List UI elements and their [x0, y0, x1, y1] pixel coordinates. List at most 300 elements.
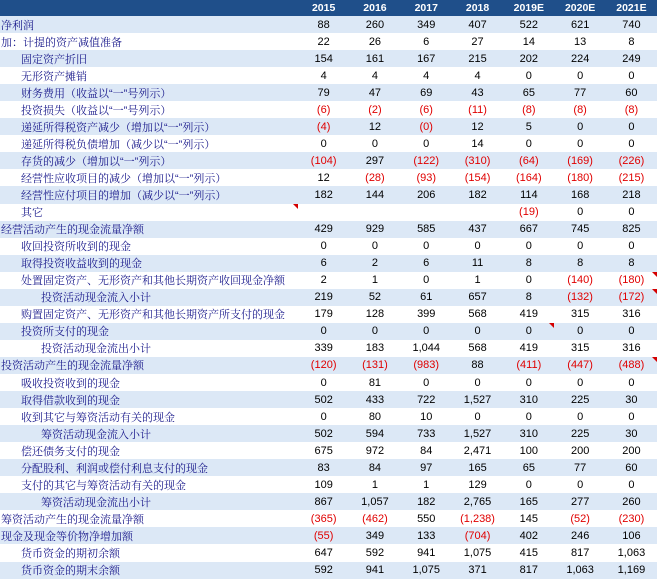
value-cell: 4: [452, 67, 503, 84]
value-cell: 0: [298, 135, 349, 152]
value-cell: 1,527: [452, 391, 503, 408]
value-cell: 168: [554, 186, 605, 203]
table-row: [0, 357, 657, 374]
table-row: [0, 391, 657, 408]
value-cell: 80: [349, 408, 400, 425]
value-cell: (64): [503, 152, 554, 169]
value-cell: (93): [401, 169, 452, 186]
value-cell: 0: [503, 323, 554, 340]
value-cell: 97: [401, 459, 452, 476]
row-label: 投资活动现金流入小计: [0, 289, 298, 306]
value-cell: 0: [452, 238, 503, 255]
value-cell: 429: [298, 221, 349, 238]
value-cell: 402: [503, 527, 554, 544]
table-row: [0, 374, 657, 391]
row-label: 财务费用（收益以“一”号列示）: [0, 84, 298, 101]
value-cell: 43: [452, 84, 503, 101]
value-cell: (226): [606, 152, 657, 169]
table-row: [0, 118, 657, 135]
value-cell: 0: [554, 323, 605, 340]
row-label: 筹资活动产生的现金流量净额: [0, 510, 298, 527]
value-cell: (8): [606, 101, 657, 118]
value-cell: 0: [554, 476, 605, 493]
row-label: 经营性应付项目的增加（减少以“一”列示）: [0, 186, 298, 203]
value-cell: 675: [298, 442, 349, 459]
value-cell: 84: [401, 442, 452, 459]
value-cell: 972: [349, 442, 400, 459]
table-row: [0, 408, 657, 425]
value-cell: 0: [452, 408, 503, 425]
value-cell: 10: [401, 408, 452, 425]
table-row: [0, 238, 657, 255]
value-cell: [401, 204, 452, 221]
value-cell: 349: [401, 16, 452, 33]
value-cell: 0: [554, 374, 605, 391]
row-label: 经营性应收项目的减少（增加以“一”列示）: [0, 169, 298, 186]
value-cell: 0: [606, 374, 657, 391]
value-cell: 88: [452, 357, 503, 374]
value-cell: (28): [349, 169, 400, 186]
value-cell: 0: [606, 204, 657, 221]
value-cell: 585: [401, 221, 452, 238]
value-cell: 77: [554, 84, 605, 101]
table-row: [0, 306, 657, 323]
value-cell: 817: [554, 544, 605, 561]
row-label: 递延所得税负债增加（减少以“一”列示）: [0, 135, 298, 152]
value-cell: 84: [349, 459, 400, 476]
year-header: 2021E: [606, 0, 657, 16]
value-cell: (52): [554, 510, 605, 527]
value-cell: 225: [554, 391, 605, 408]
value-cell: 1,075: [401, 562, 452, 579]
value-cell: 165: [452, 459, 503, 476]
row-label: 货币资金的期初余额: [0, 544, 298, 561]
row-label: 筹资活动现金流入小计: [0, 425, 298, 442]
value-cell: 88: [298, 16, 349, 33]
row-label: 无形资产摊销: [0, 67, 298, 84]
row-label: 吸收投资收到的现金: [0, 374, 298, 391]
value-cell: 550: [401, 510, 452, 527]
table-row: [0, 476, 657, 493]
table-row: [0, 255, 657, 272]
table-row: [0, 442, 657, 459]
value-cell: 0: [503, 135, 554, 152]
year-header: 2015: [298, 0, 349, 16]
row-label: 存货的减少（增加以“一”列示）: [0, 152, 298, 169]
value-cell: 0: [606, 476, 657, 493]
value-cell: 2: [298, 272, 349, 289]
table-row: [0, 527, 657, 544]
row-label: 筹资活动现金流出小计: [0, 493, 298, 510]
row-label: 支付的其它与筹资活动有关的现金: [0, 476, 298, 493]
value-cell: (8): [503, 101, 554, 118]
value-cell: 60: [606, 84, 657, 101]
value-cell: 12: [298, 169, 349, 186]
row-label: 分配股利、利润或偿付利息支付的现金: [0, 459, 298, 476]
value-cell: 260: [606, 493, 657, 510]
value-cell: 433: [349, 391, 400, 408]
value-cell: 0: [401, 135, 452, 152]
value-cell: (172): [606, 289, 657, 306]
value-cell: (365): [298, 510, 349, 527]
value-cell: 315: [554, 340, 605, 357]
value-cell: 568: [452, 306, 503, 323]
value-cell: 419: [503, 340, 554, 357]
value-cell: 817: [503, 562, 554, 579]
value-cell: 0: [554, 408, 605, 425]
table-row: [0, 186, 657, 203]
value-cell: 11: [452, 255, 503, 272]
value-cell: 941: [401, 544, 452, 561]
table-row: [0, 493, 657, 510]
table-row: [0, 152, 657, 169]
value-cell: 667: [503, 221, 554, 238]
value-cell: 30: [606, 391, 657, 408]
value-cell: 47: [349, 84, 400, 101]
table-row: [0, 459, 657, 476]
value-cell: (1,238): [452, 510, 503, 527]
table-row: [0, 544, 657, 561]
table-row: [0, 510, 657, 527]
table-row: [0, 101, 657, 118]
value-cell: 1: [401, 476, 452, 493]
value-cell: 225: [554, 425, 605, 442]
value-cell: 1: [349, 272, 400, 289]
value-cell: 0: [554, 135, 605, 152]
row-label: 购置固定资产、无形资产和其他长期资产所支付的现金: [0, 306, 298, 323]
value-cell: 129: [452, 476, 503, 493]
value-cell: 0: [606, 323, 657, 340]
value-cell: 592: [349, 544, 400, 561]
value-cell: 867: [298, 493, 349, 510]
value-cell: 315: [554, 306, 605, 323]
row-label: 货币资金的期末余额: [0, 562, 298, 579]
value-cell: 349: [349, 527, 400, 544]
value-cell: 0: [298, 323, 349, 340]
value-cell: 5: [503, 118, 554, 135]
value-cell: 437: [452, 221, 503, 238]
value-cell: (8): [554, 101, 605, 118]
value-cell: 0: [503, 238, 554, 255]
row-label: 取得借款收到的现金: [0, 391, 298, 408]
value-cell: (447): [554, 357, 605, 374]
value-cell: 0: [349, 135, 400, 152]
value-cell: 941: [349, 562, 400, 579]
value-cell: 316: [606, 306, 657, 323]
value-cell: 592: [298, 562, 349, 579]
value-cell: 722: [401, 391, 452, 408]
value-cell: (0): [401, 118, 452, 135]
value-cell: 161: [349, 50, 400, 67]
value-cell: [452, 204, 503, 221]
value-cell: 144: [349, 186, 400, 203]
value-cell: 522: [503, 16, 554, 33]
value-cell: 246: [554, 527, 605, 544]
value-cell: 825: [606, 221, 657, 238]
row-label: 投资活动产生的现金流量净额: [0, 357, 298, 374]
value-cell: (6): [298, 101, 349, 118]
value-cell: 399: [401, 306, 452, 323]
value-cell: 61: [401, 289, 452, 306]
value-cell: (310): [452, 152, 503, 169]
value-cell: (104): [298, 152, 349, 169]
table-row: [0, 33, 657, 50]
value-cell: 4: [349, 67, 400, 84]
value-cell: (488): [606, 357, 657, 374]
value-cell: (180): [606, 272, 657, 289]
value-cell: (55): [298, 527, 349, 544]
value-cell: 182: [452, 186, 503, 203]
value-cell: 249: [606, 50, 657, 67]
value-cell: 83: [298, 459, 349, 476]
value-cell: 0: [503, 272, 554, 289]
value-cell: 647: [298, 544, 349, 561]
value-cell: 621: [554, 16, 605, 33]
row-label: 固定资产折旧: [0, 50, 298, 67]
value-cell: 69: [401, 84, 452, 101]
value-cell: 77: [554, 459, 605, 476]
row-label: 加：计提的资产减值准备: [0, 33, 298, 50]
table-row: [0, 289, 657, 306]
value-cell: 0: [349, 238, 400, 255]
value-cell: (215): [606, 169, 657, 186]
year-header: 2017: [401, 0, 452, 16]
value-cell: 0: [554, 238, 605, 255]
value-cell: 0: [349, 323, 400, 340]
table-row: [0, 272, 657, 289]
value-cell: 114: [503, 186, 554, 203]
value-cell: (462): [349, 510, 400, 527]
value-cell: 0: [503, 408, 554, 425]
value-cell: 79: [298, 84, 349, 101]
value-cell: 215: [452, 50, 503, 67]
value-cell: 6: [401, 33, 452, 50]
value-cell: 6: [298, 255, 349, 272]
value-cell: 339: [298, 340, 349, 357]
row-label: 收到其它与筹资活动有关的现金: [0, 408, 298, 425]
value-cell: 2,471: [452, 442, 503, 459]
value-cell: 218: [606, 186, 657, 203]
row-label: 取得投资收益收到的现金: [0, 255, 298, 272]
value-cell: 52: [349, 289, 400, 306]
value-cell: 65: [503, 84, 554, 101]
value-cell: 0: [606, 238, 657, 255]
value-cell: 310: [503, 425, 554, 442]
value-cell: (154): [452, 169, 503, 186]
value-cell: 502: [298, 391, 349, 408]
table-header: [0, 0, 657, 16]
value-cell: 128: [349, 306, 400, 323]
value-cell: 100: [503, 442, 554, 459]
value-cell: [349, 204, 400, 221]
value-cell: 4: [298, 67, 349, 84]
value-cell: 109: [298, 476, 349, 493]
value-cell: 200: [554, 442, 605, 459]
value-cell: 0: [554, 118, 605, 135]
value-cell: 0: [401, 323, 452, 340]
value-cell: (164): [503, 169, 554, 186]
row-label: 投资所支付的现金: [0, 323, 298, 340]
value-cell: 1,527: [452, 425, 503, 442]
value-cell: 568: [452, 340, 503, 357]
row-label: 投资活动现金流出小计: [0, 340, 298, 357]
value-cell: [298, 204, 349, 221]
table-row: [0, 221, 657, 238]
year-header: 2016: [349, 0, 400, 16]
value-cell: 0: [298, 408, 349, 425]
row-label: 经营活动产生的现金流量净额: [0, 221, 298, 238]
value-cell: 219: [298, 289, 349, 306]
value-cell: 13: [554, 33, 605, 50]
value-cell: 1,044: [401, 340, 452, 357]
value-cell: 200: [606, 442, 657, 459]
value-cell: 145: [503, 510, 554, 527]
value-cell: 1: [349, 476, 400, 493]
value-cell: 27: [452, 33, 503, 50]
table-row: [0, 204, 657, 221]
row-label: 投资损失（收益以“一”号列示）: [0, 101, 298, 118]
value-cell: (120): [298, 357, 349, 374]
value-cell: (11): [452, 101, 503, 118]
value-cell: 407: [452, 16, 503, 33]
value-cell: 0: [452, 323, 503, 340]
value-cell: 745: [554, 221, 605, 238]
value-cell: 371: [452, 562, 503, 579]
value-cell: 60: [606, 459, 657, 476]
table-row: [0, 50, 657, 67]
value-cell: 183: [349, 340, 400, 357]
value-cell: 0: [503, 374, 554, 391]
value-cell: 0: [554, 204, 605, 221]
value-cell: 310: [503, 391, 554, 408]
value-cell: 182: [298, 186, 349, 203]
value-cell: 0: [503, 67, 554, 84]
value-cell: (4): [298, 118, 349, 135]
year-header: 2020E: [554, 0, 605, 16]
value-cell: 65: [503, 459, 554, 476]
header-row: [0, 0, 657, 16]
value-cell: (180): [554, 169, 605, 186]
value-cell: 594: [349, 425, 400, 442]
value-cell: 133: [401, 527, 452, 544]
value-cell: 0: [298, 374, 349, 391]
table-row: [0, 169, 657, 186]
value-cell: (140): [554, 272, 605, 289]
value-cell: (983): [401, 357, 452, 374]
value-cell: 1: [452, 272, 503, 289]
value-cell: (704): [452, 527, 503, 544]
row-label: 递延所得税资产减少（增加以“一”列示）: [0, 118, 298, 135]
value-cell: 260: [349, 16, 400, 33]
row-label: 净利润: [0, 16, 298, 33]
row-label: 处置固定资产、无形资产和其他长期资产收回现金净额: [0, 272, 298, 289]
value-cell: 0: [401, 374, 452, 391]
value-cell: 179: [298, 306, 349, 323]
value-cell: 154: [298, 50, 349, 67]
value-cell: 167: [401, 50, 452, 67]
value-cell: (169): [554, 152, 605, 169]
value-cell: 224: [554, 50, 605, 67]
table-row: [0, 562, 657, 579]
value-cell: 297: [349, 152, 400, 169]
year-header: 2019E: [503, 0, 554, 16]
year-header: 2018: [452, 0, 503, 16]
value-cell: 415: [503, 544, 554, 561]
value-cell: 8: [503, 289, 554, 306]
value-cell: 0: [298, 238, 349, 255]
value-cell: 4: [401, 67, 452, 84]
row-label: 偿还债务支付的现金: [0, 442, 298, 459]
table-row: [0, 135, 657, 152]
value-cell: 1,063: [606, 544, 657, 561]
row-label: 现金及现金等价物净增加额: [0, 527, 298, 544]
value-cell: 22: [298, 33, 349, 50]
table-row: [0, 84, 657, 101]
value-cell: 277: [554, 493, 605, 510]
value-cell: 81: [349, 374, 400, 391]
value-cell: 26: [349, 33, 400, 50]
value-cell: 929: [349, 221, 400, 238]
value-cell: (132): [554, 289, 605, 306]
value-cell: 0: [554, 67, 605, 84]
value-cell: (411): [503, 357, 554, 374]
row-label: 其它: [0, 204, 298, 221]
table-row: [0, 67, 657, 84]
value-cell: (230): [606, 510, 657, 527]
table-body: [0, 16, 657, 579]
value-cell: 12: [452, 118, 503, 135]
value-cell: 1,063: [554, 562, 605, 579]
value-cell: (6): [401, 101, 452, 118]
value-cell: 657: [452, 289, 503, 306]
value-cell: 8: [554, 255, 605, 272]
value-cell: 0: [452, 374, 503, 391]
value-cell: 0: [401, 272, 452, 289]
value-cell: 8: [606, 255, 657, 272]
value-cell: 0: [606, 408, 657, 425]
value-cell: 182: [401, 493, 452, 510]
value-cell: 0: [606, 67, 657, 84]
value-cell: 1,169: [606, 562, 657, 579]
value-cell: 6: [401, 255, 452, 272]
value-cell: 14: [452, 135, 503, 152]
value-cell: 502: [298, 425, 349, 442]
value-cell: 1,075: [452, 544, 503, 561]
value-cell: 0: [503, 476, 554, 493]
value-cell: 8: [503, 255, 554, 272]
value-cell: (131): [349, 357, 400, 374]
value-cell: 0: [606, 135, 657, 152]
value-cell: (122): [401, 152, 452, 169]
value-cell: 8: [606, 33, 657, 50]
value-cell: 2: [349, 255, 400, 272]
value-cell: 0: [606, 118, 657, 135]
value-cell: 202: [503, 50, 554, 67]
value-cell: 733: [401, 425, 452, 442]
row-label: 收回投资所收到的现金: [0, 238, 298, 255]
value-cell: 165: [503, 493, 554, 510]
value-cell: 316: [606, 340, 657, 357]
table-row: [0, 323, 657, 340]
value-cell: (2): [349, 101, 400, 118]
value-cell: 206: [401, 186, 452, 203]
value-cell: 1,057: [349, 493, 400, 510]
value-cell: 740: [606, 16, 657, 33]
table-row: [0, 340, 657, 357]
value-cell: 12: [349, 118, 400, 135]
value-cell: 14: [503, 33, 554, 50]
value-cell: 0: [401, 238, 452, 255]
